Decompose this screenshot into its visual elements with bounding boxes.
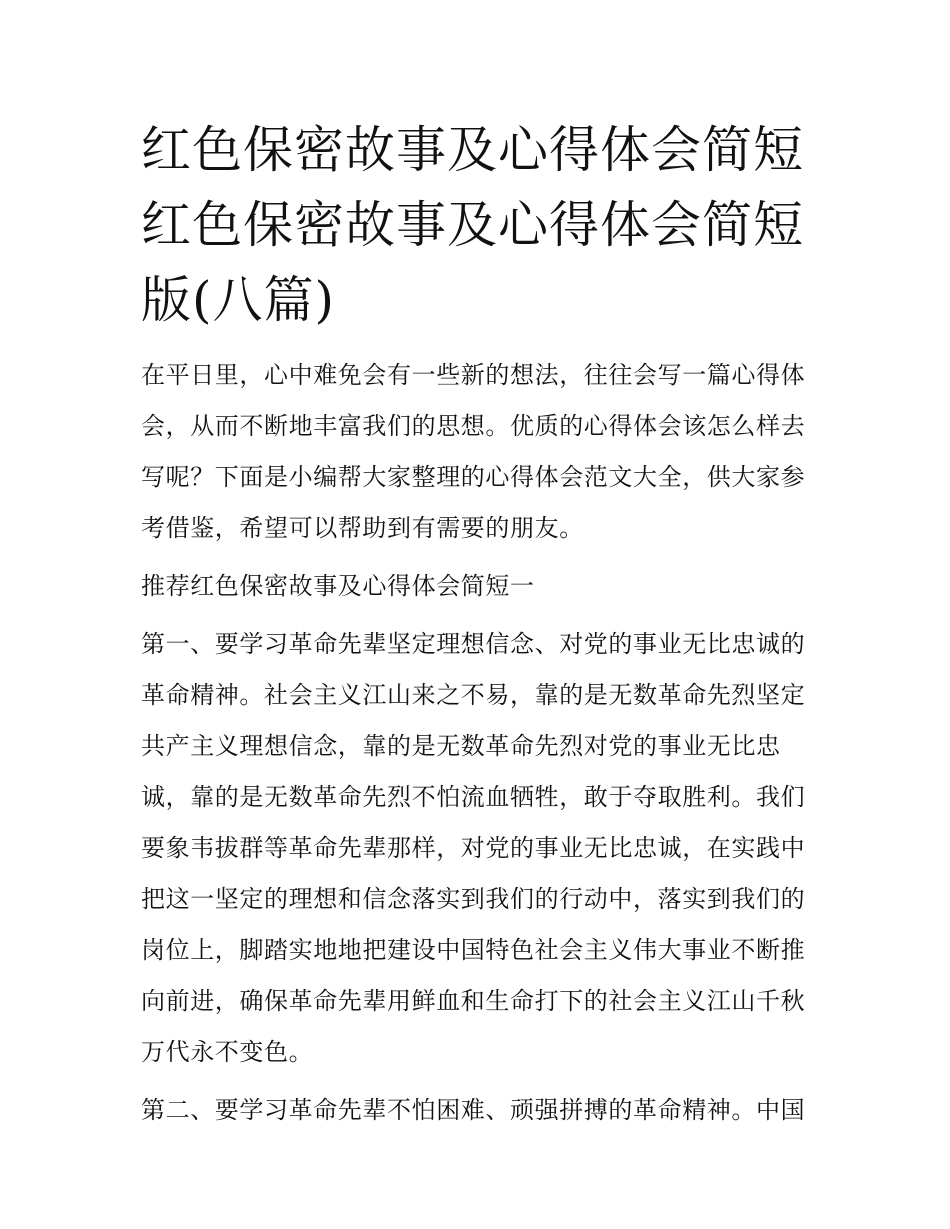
document-title bbox=[141, 113, 813, 338]
title-line: 红色保密故事及心得体会简短 bbox=[141, 121, 804, 179]
intro-paragraph: 在平日里，心中难免会有一些新的想法，往往会写一篇心得体会，从而不断地丰富我们的思想。优质的心得体会该怎么样去写呢？下面是小编帮大家整理的心得体会范文大全，供大家参考借鉴，希望可以帮助到有需要的朋友。 bbox=[141, 361, 806, 542]
body-paragraph: 第二、要学习革命先辈不怕困难、顽强拼搏的革命精神。中国 bbox=[141, 1096, 806, 1124]
title-line: 版(八篇) bbox=[141, 271, 336, 329]
title-line: 红色保密故事及心得体会简短 bbox=[141, 196, 804, 254]
document-content bbox=[141, 113, 813, 1136]
document-body bbox=[141, 350, 813, 1136]
body-paragraph: 第一、要学习革命先辈坚定理想信念、对党的事业无比忠诚的革命精神。社会主义江山来之不易，靠的是无数革命先烈坚定共产主义理想信念，靠的是无数革命先烈对党的事业无比忠诚，靠的是无数革命先烈不怕流血牺牲，敢于夺取胜利。我们要象韦拔群等革命先辈那样，对党的事业无比忠诚，在实践中把这一坚定的理想和信念落实到我们的行动中，落实到我们的岗位上，脚踏实地地把建设中国特色社会主义伟大事业不断推向前进，确保革命先辈用鲜血和生命打下的社会主义江山千秋万代永不变色。 bbox=[141, 630, 806, 1066]
section-heading: 推荐红色保密故事及心得体会简短一 bbox=[141, 572, 535, 600]
